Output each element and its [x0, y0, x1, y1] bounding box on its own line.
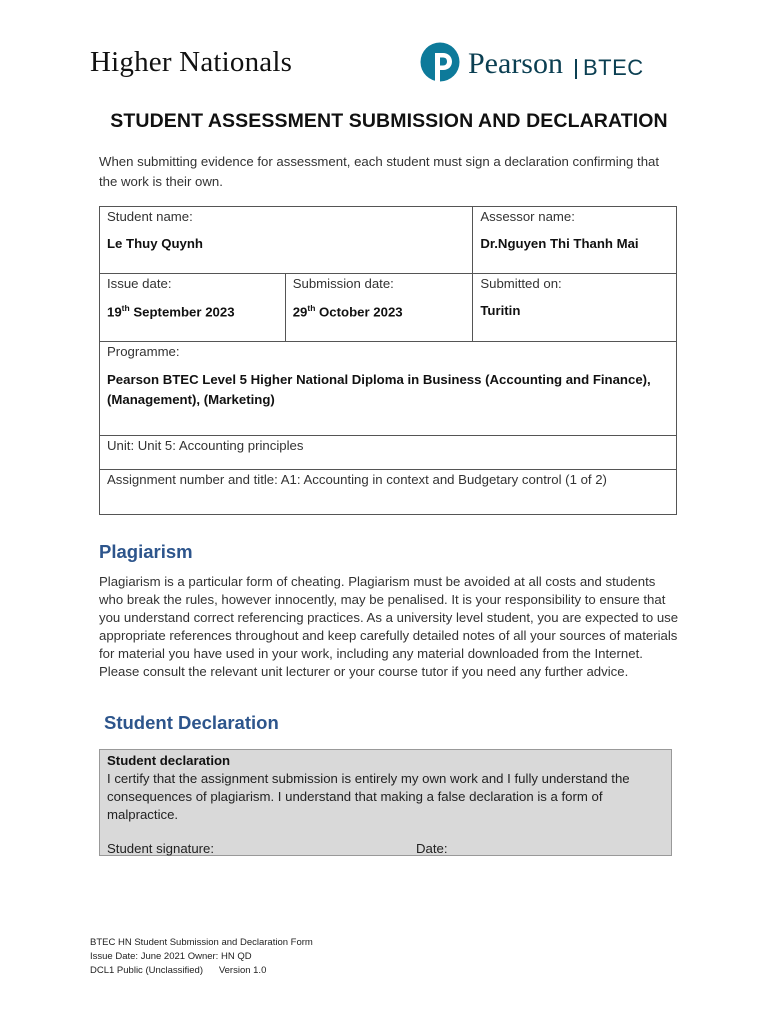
- declaration-text: I certify that the assignment submission is entirely my own work and I fully understand the consequences of plagiarism. I understand that making a false declaration is a form of malpractice.: [107, 771, 630, 822]
- unit-text: Unit: Unit 5: Accounting principles: [107, 438, 304, 453]
- pearson-logo-icon: [420, 42, 460, 88]
- submission-details-table: [99, 206, 677, 515]
- assessor-name-cell: [473, 207, 677, 274]
- issue-date-rest: September 2023: [129, 304, 235, 320]
- plagiarism-heading: Plagiarism: [99, 541, 193, 562]
- issue-date-cell: [100, 274, 286, 342]
- footer-line-issue: Issue Date: June 2021 Owner: HN QD: [90, 951, 252, 962]
- issue-date-suffix: th: [121, 303, 130, 313]
- assignment-text: Assignment number and title: A1: Accounting in context and Budgetary control (1 of 2): [107, 472, 607, 487]
- declaration-heading: Student Declaration: [104, 712, 279, 733]
- assessor-name-value: Dr.Nguyen Thi Thanh Mai: [480, 236, 639, 251]
- student-name-label: Student name:: [107, 209, 193, 224]
- issue-date-day: 19: [107, 304, 122, 320]
- declaration-date-label: Date:: [416, 841, 448, 856]
- submission-date-day: 29: [292, 304, 308, 320]
- assessor-name-label: Assessor name:: [480, 209, 575, 224]
- submitted-on-value: Turitin: [480, 303, 521, 318]
- programme-value: Pearson BTEC Level 5 Higher National Diploma in Business (Accounting and Finance), (Management), (Marketing): [107, 372, 651, 407]
- submitted-on-cell: [473, 274, 677, 342]
- page-title: STUDENT ASSESSMENT SUBMISSION AND DECLARATION: [110, 110, 668, 132]
- unit-cell: [100, 436, 677, 470]
- submission-date-label: Submission date:: [292, 276, 394, 291]
- assignment-cell: [100, 470, 677, 515]
- declaration-box-heading: Student declaration: [107, 753, 231, 768]
- issue-date-label: Issue date:: [107, 276, 172, 291]
- submission-date-value: [293, 303, 466, 319]
- submission-date-cell: [285, 274, 473, 342]
- student-name-value: Le Thuy Quynh: [107, 236, 203, 251]
- pearson-wordmark: Pearson: [468, 47, 563, 80]
- submitted-on-label: Submitted on:: [480, 276, 562, 291]
- submission-date-suffix: th: [307, 303, 316, 313]
- programme-cell: [100, 342, 677, 436]
- logo-divider: [575, 59, 577, 79]
- btec-wordmark: BTEC: [583, 55, 644, 80]
- page-footer: [90, 936, 313, 978]
- footer-line-form: BTEC HN Student Submission and Declaration Form: [90, 937, 313, 948]
- student-name-cell: [100, 207, 473, 274]
- intro-text: When submitting evidence for assessment, each student must sign a declaration confirming that the work is their own.: [99, 154, 660, 189]
- programme-label: Programme:: [107, 344, 180, 359]
- declaration-box: [99, 749, 672, 856]
- submission-date-rest: October 2023: [315, 304, 403, 320]
- footer-line-version: DCL1 Public (Unclassified) Version 1.0: [90, 965, 267, 976]
- brand-higher-nationals: Higher Nationals: [90, 46, 293, 78]
- student-signature-label: Student signature:: [107, 841, 215, 856]
- issue-date-value: [107, 303, 278, 319]
- plagiarism-text: Plagiarism is a particular form of cheating. Plagiarism must be avoided at all costs and students who break the rules, however innocently, may be penalised. It is your responsibility to ensure that you understand correct referencing practices. As a university level student, you are expected to use appropriate references throughout and keep carefully detailed notes of all your sources of materials for material you have used in your work, including any material downloaded from the Internet. Please consult the relevant unit lecturer or your course tutor if you need any further advice.: [99, 574, 679, 679]
